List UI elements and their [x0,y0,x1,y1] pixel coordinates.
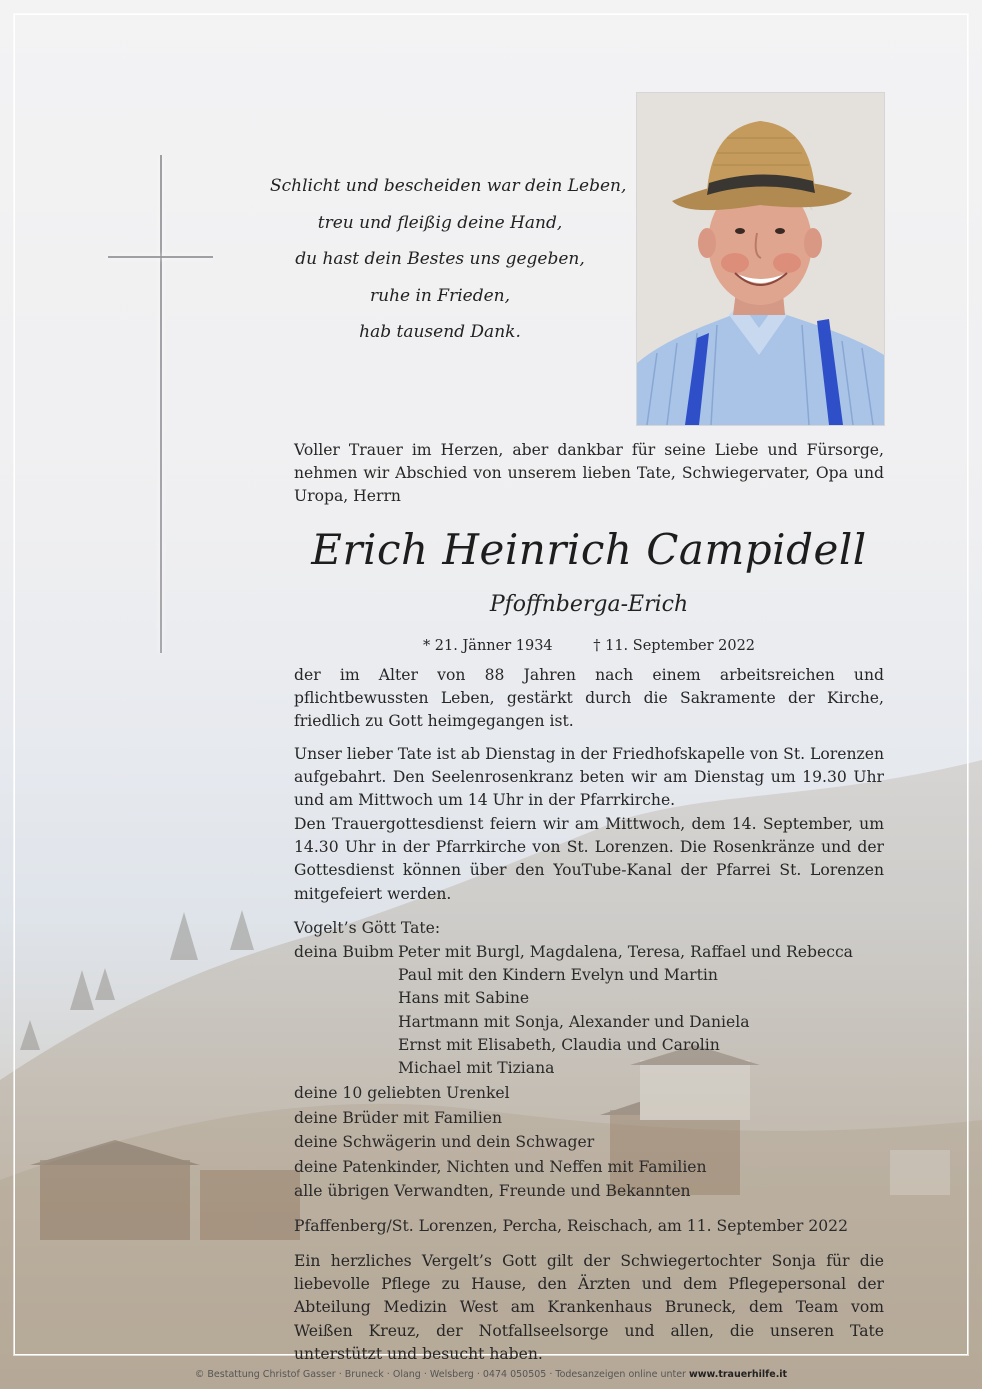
poem-line: du hast dein Bestes uns gegeben, [295,249,585,269]
paragraph-funeral: Den Trauergottesdienst feiern wir am Mittwoch, dem 14. September, um 14.30 Uhr in der Pfarrkirche von St. Lorenzen. Die Rosenkränze und der Gottesdienst können über den YouTube-Kanal der Pfarrei St. Lorenzen mitgefeiert werden. [294,815,884,903]
cross-icon-vertical [160,155,162,653]
list-item: Peter mit Burgl, Magdalena, Teresa, Raffael und Rebecca [398,943,853,961]
list-item: deine Brüder mit Familien [294,1108,503,1127]
children-list [398,941,853,1080]
poem [270,168,627,351]
footer-text: © Bestattung Christof Gasser · Bruneck · Olang · Welsberg · 0474 050505 · Todesanzeigen online unter [194,1369,689,1380]
family-intro: Vogelt’s Gött Tate: [294,919,441,937]
poem-line: hab tausend Dank. [359,322,521,342]
deceased-name: Erich Heinrich Campidell [311,525,867,574]
poem-line: Schlicht und bescheiden war dein Leben, [270,176,627,196]
nickname: Pfoffnberga-Erich [489,592,689,617]
relatives-list [294,1081,707,1204]
list-item: alle übrigen Verwandten, Freunde und Bekannten [294,1182,691,1200]
list-item: Ernst mit Elisabeth, Claudia und Carolin [398,1035,720,1054]
list-item: Hans mit Sabine [398,989,530,1008]
list-item: deine Patenkinder, Nichten und Neffen mit Familien [294,1157,707,1176]
portrait-photo [636,92,885,426]
life-dates [294,634,884,658]
list-item: Hartmann mit Sonja, Alexander und Daniela [398,1012,750,1031]
paragraph-viewing: Unser lieber Tate ist ab Dienstag in der Friedhofskapelle von St. Lorenzen aufgebahrt. Den Seelenrosenkranz beten wir am Dienstag um 19.30 Uhr und am Mittwoch um 14 Uhr in der Pfarrkirche. [294,745,884,810]
list-item: Michael mit Tiziana [398,1059,555,1078]
place-date: Pfaffenberg/St. Lorenzen, Percha, Reischach, am 11. September 2022 [294,1217,849,1235]
poem-line: treu und fleißig deine Hand, [317,212,563,233]
poem-line: ruhe in Frieden, [370,285,510,306]
list-item: deine Schwägerin und dein Schwager [294,1133,595,1151]
thanks-paragraph: Ein herzliches Vergelt’s Gott gilt der Schwiegertochter Sonja für die liebevolle Pflege zu Hause, den Ärzten und dem Pflegepersonal der Abteilung Medizin West am Krankenhaus Bruneck, dem Team vom Weißen Kreuz, der Notfallseelsorge und allen, die unseren Tate unterstützt und besucht haben. [294,1252,884,1363]
death-date: † 11. September 2022 [593,638,756,654]
cross-icon-horizontal [108,256,213,258]
footer-link[interactable]: www.trauerhilfe.it [688,1369,788,1380]
list-item: deine 10 geliebten Urenkel [294,1084,510,1102]
list-item: Paul mit den Kindern Evelyn und Martin [398,966,718,985]
footer [0,1369,982,1380]
children-label: deina Buibm [294,943,394,961]
birth-date: * 21. Jänner 1934 [422,638,553,654]
paragraph-passing: der im Alter von 88 Jahren nach einem arbeitsreichen und pflichtbewussten Leben, gestärkt durch die Sakramente der Kirche, friedlich zu Gott heimgegangen ist. [294,666,884,731]
portrait-illustration [637,93,884,425]
intro-text: Voller Trauer im Herzen, aber dankbar für seine Liebe und Fürsorge, nehmen wir Abschied von unserem lieben Tate, Schwiegervater, Opa und Uropa, Herrn [294,441,884,506]
